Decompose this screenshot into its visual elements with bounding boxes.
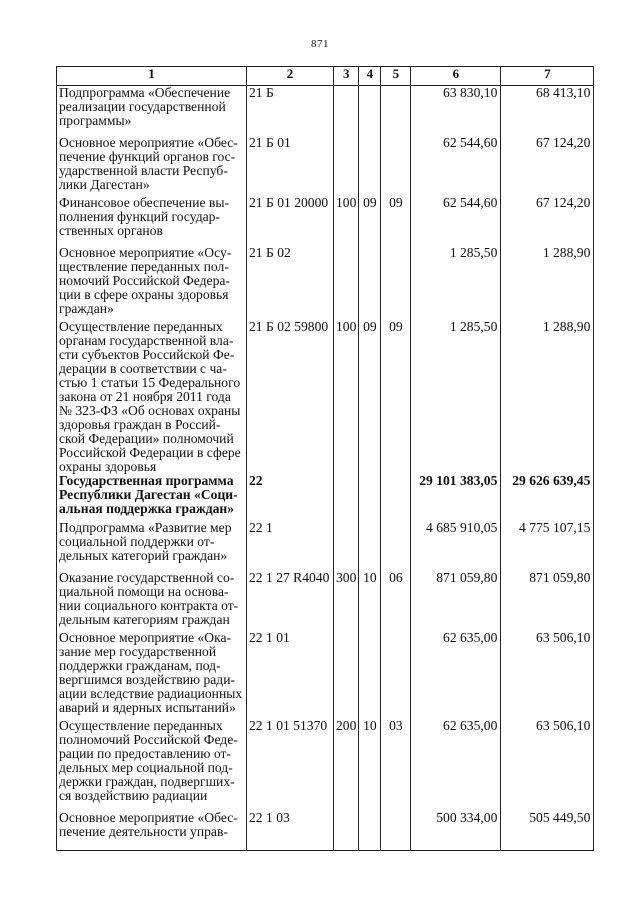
- table-row: [57, 474, 594, 521]
- row-name: Оказание государственной со-циальной помощи на основа-нии социального контракта от-дельным категориям граждан: [57, 571, 247, 631]
- row-name: Подпрограмма «Развитие мер социальной поддержки от-дельных категорий граждан»: [57, 521, 247, 571]
- row-col5: [381, 474, 411, 521]
- row-col3: [334, 474, 359, 521]
- column-header-4: 4: [359, 67, 381, 86]
- row-col4: 09: [359, 196, 381, 246]
- row-col3: 100: [334, 196, 359, 246]
- row-value-7: 871 059,80: [501, 571, 594, 631]
- row-col4: [359, 86, 381, 136]
- row-value-6: 62 635,00: [411, 719, 501, 811]
- row-col5: 06: [381, 571, 411, 631]
- row-name: Основное мероприятие «Ока-зание мер государственной поддержки гражданам, под-вергшимся воздействию ради-ации вследствие радиационных аварий и ядерных испытаний»: [57, 631, 247, 719]
- row-col5: 09: [381, 320, 411, 474]
- row-col4: [359, 811, 381, 851]
- row-code: 21 Б 01 20000: [247, 196, 334, 246]
- row-col4: 10: [359, 571, 381, 631]
- row-code: 22 1 03: [247, 811, 334, 851]
- row-col3: [334, 631, 359, 719]
- row-col3: [334, 136, 359, 196]
- table-row: [57, 136, 594, 196]
- row-code: 21 Б 01: [247, 136, 334, 196]
- column-header-1: 1: [57, 67, 247, 86]
- row-code: 22 1 01 51370: [247, 719, 334, 811]
- row-name: Финансовое обеспечение вы-полнения функций государ-ственных органов: [57, 196, 247, 246]
- row-name: Осуществление переданных полномочий Российской Феде-рации по предоставлению от-дельных мер социальной под-держки граждан, подвергших-ся воздействию радиации: [57, 719, 247, 811]
- row-code: 21 Б: [247, 86, 334, 136]
- row-value-7: 1 288,90: [501, 246, 594, 320]
- row-value-6: 62 544,60: [411, 136, 501, 196]
- row-value-7: 67 124,20: [501, 136, 594, 196]
- row-name: Осуществление переданных органам государственной вла-сти субъектов Российской Фе-дерации в соответствии с ча-стью 1 статьи 15 Федерального закона от 21 ноября 2011 года № 323-ФЗ «Об основах охраны здоровья граждан в Россий-ской Федерации» полномочий Российской Федерации в сфере охраны здоровья: [57, 320, 247, 474]
- row-col3: 200: [334, 719, 359, 811]
- row-col5: [381, 86, 411, 136]
- row-value-7: 68 413,10: [501, 86, 594, 136]
- header-row: [57, 67, 594, 86]
- row-col3: [334, 521, 359, 571]
- row-col3: [334, 246, 359, 320]
- row-code: 22 1: [247, 521, 334, 571]
- page-number: 871: [311, 38, 329, 50]
- row-col5: [381, 521, 411, 571]
- table-row: [57, 571, 594, 631]
- row-col5: [381, 246, 411, 320]
- budget-table: [56, 66, 594, 851]
- row-value-7: 4 775 107,15: [501, 521, 594, 571]
- row-name: Государственная программа Республики Дагестан «Соци-альная поддержка граждан»: [57, 474, 247, 521]
- row-col3: [334, 86, 359, 136]
- table-row: [57, 631, 594, 719]
- row-col4: [359, 521, 381, 571]
- column-header-5: 5: [381, 67, 411, 86]
- row-code: 21 Б 02 59800: [247, 320, 334, 474]
- row-code: 22 1 27 R4040: [247, 571, 334, 631]
- table-row: [57, 320, 594, 474]
- row-name: Основное мероприятие «Осу-ществление переданных пол-номочий Российской Федера-ции в сфере охраны здоровья граждан»: [57, 246, 247, 320]
- table-row: [57, 811, 594, 851]
- table-row: [57, 246, 594, 320]
- row-value-7: 67 124,20: [501, 196, 594, 246]
- row-col4: 09: [359, 320, 381, 474]
- row-col4: 10: [359, 719, 381, 811]
- table-row: [57, 719, 594, 811]
- row-col4: [359, 631, 381, 719]
- row-col4: [359, 136, 381, 196]
- row-col5: 09: [381, 196, 411, 246]
- row-code: 21 Б 02: [247, 246, 334, 320]
- row-col4: [359, 246, 381, 320]
- row-value-6: 29 101 383,05: [411, 474, 501, 521]
- table-row: [57, 521, 594, 571]
- row-value-6: 871 059,80: [411, 571, 501, 631]
- column-header-6: 6: [411, 67, 501, 86]
- column-header-3: 3: [334, 67, 359, 86]
- row-value-7: 63 506,10: [501, 719, 594, 811]
- row-code: 22: [247, 474, 334, 521]
- row-name: Подпрограмма «Обеспечение реализации государственной программы»: [57, 86, 247, 136]
- row-value-7: 505 449,50: [501, 811, 594, 851]
- row-col5: 03: [381, 719, 411, 811]
- row-value-6: 500 334,00: [411, 811, 501, 851]
- row-col5: [381, 631, 411, 719]
- table-row: [57, 86, 594, 136]
- row-value-6: 1 285,50: [411, 246, 501, 320]
- table-row: [57, 196, 594, 246]
- row-col5: [381, 811, 411, 851]
- row-value-6: 62 635,00: [411, 631, 501, 719]
- row-value-6: 63 830,10: [411, 86, 501, 136]
- column-header-2: 2: [247, 67, 334, 86]
- row-value-7: 29 626 639,45: [501, 474, 594, 521]
- row-name: Основное мероприятие «Обес-печение деятельности управ-: [57, 811, 247, 851]
- row-col3: 100: [334, 320, 359, 474]
- row-value-7: 63 506,10: [501, 631, 594, 719]
- row-col4: [359, 474, 381, 521]
- row-value-6: 62 544,60: [411, 196, 501, 246]
- row-value-6: 4 685 910,05: [411, 521, 501, 571]
- row-code: 22 1 01: [247, 631, 334, 719]
- row-value-7: 1 288,90: [501, 320, 594, 474]
- row-col3: 300: [334, 571, 359, 631]
- row-value-6: 1 285,50: [411, 320, 501, 474]
- column-header-7: 7: [501, 67, 594, 86]
- row-name: Основное мероприятие «Обес-печение функций органов гос-ударственной власти Респуб-лики Дагестан»: [57, 136, 247, 196]
- row-col5: [381, 136, 411, 196]
- row-col3: [334, 811, 359, 851]
